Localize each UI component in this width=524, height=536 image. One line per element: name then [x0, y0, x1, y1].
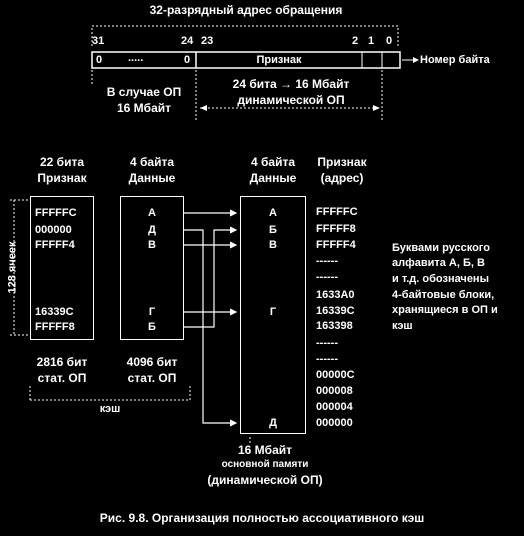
cache-tag-header-1: 22 бита	[39, 155, 85, 169]
memory-data-cell: А	[269, 207, 277, 219]
cache-caption: кэш	[99, 403, 121, 415]
cache-tag: 16339C	[35, 306, 74, 318]
cache-data-cell: Б	[148, 321, 156, 333]
note-line: Буквами русского	[392, 242, 490, 254]
field-dots: .....	[128, 52, 144, 64]
memory-data-cell: Д	[269, 417, 277, 429]
cache-tag-column	[30, 196, 94, 340]
memory-address: FFFFFC	[316, 206, 358, 218]
cache-data-cell: А	[148, 207, 156, 219]
memory-footer-3: (динамической ОП)	[207, 473, 323, 487]
memory-addr-header-2: (адрес)	[320, 171, 364, 185]
memory-footer-2: основной памяти	[221, 459, 309, 470]
figure-caption: Рис. 9.8. Организация полностью ассоциативного кэш	[99, 511, 425, 525]
bit-24: 24	[181, 35, 194, 47]
memory-data-cell: Г	[269, 306, 277, 318]
cache-tag-footer-2: стат. ОП	[37, 371, 87, 385]
cache-data-cell: Д	[148, 224, 156, 236]
field-zero-left: 0	[96, 54, 103, 66]
note-line: 4-байтовые блоки,	[392, 289, 495, 301]
cache-data-column	[120, 196, 184, 340]
bits24-line1: 24 бита → 16 Мбайт	[232, 77, 350, 91]
memory-address: ------	[316, 271, 338, 283]
case-line1: В случае ОП	[106, 85, 182, 99]
memory-address: ------	[316, 353, 338, 365]
field-tag-label: Признак	[256, 54, 302, 66]
cache-data-cell: Г	[148, 306, 156, 318]
cache-tag-header-2: Признак	[37, 171, 87, 185]
note-line: хранящиеся в ОП и	[392, 304, 498, 316]
bit-2: 2	[352, 35, 359, 47]
memory-address: ------	[316, 255, 338, 267]
address-title: 32-разрядный адрес обращения	[149, 3, 343, 17]
bit-31: 31	[92, 35, 105, 47]
cache-data-footer-1: 4096 бит	[126, 355, 178, 369]
memory-address: FFFFF4	[316, 239, 356, 251]
memory-data-cell: В	[269, 239, 277, 251]
memory-address: ------	[316, 337, 338, 349]
memory-footer-1: 16 Мбайт	[237, 443, 293, 457]
bit-1: 1	[368, 35, 375, 47]
cache-tag: 000000	[35, 224, 72, 236]
cache-tag: FFFFF8	[35, 321, 75, 333]
memory-address: 000000	[316, 417, 353, 429]
memory-address: 000004	[316, 401, 353, 413]
cache-tag: FFFFFC	[35, 207, 77, 219]
note-line: алфавита А, Б, В	[392, 257, 485, 269]
memory-address: 16339C	[316, 305, 355, 317]
cache-data-footer-2: стат. ОП	[127, 371, 177, 385]
field-zero-right: 0	[184, 54, 191, 66]
memory-addr-header-1: Признак	[317, 155, 367, 169]
cache-data-cell: В	[148, 239, 156, 251]
memory-address: FFFFF8	[316, 223, 356, 235]
note-line: кэш	[392, 320, 413, 332]
memory-data-column	[240, 196, 306, 434]
note-line: и т.д. обозначены	[392, 273, 489, 285]
byte-number-label: Номер байта	[420, 54, 490, 66]
case-line2: 16 Мбайт	[116, 101, 172, 115]
memory-address: 000008	[316, 385, 353, 397]
memory-address: 163398	[316, 320, 353, 332]
memory-data-cell: Б	[269, 224, 277, 236]
cache-tag: FFFFF4	[35, 239, 75, 251]
memory-address: 00000C	[316, 369, 355, 381]
bit-0: 0	[386, 35, 393, 47]
cache-rows-label: 128 ячеек	[6, 241, 19, 294]
cache-tag-footer-1: 2816 бит	[36, 355, 88, 369]
cache-data-header-1: 4 байта	[129, 155, 175, 169]
bits24-line2: динамической ОП	[237, 93, 345, 107]
memory-data-header-2: Данные	[249, 171, 297, 185]
cache-data-header-2: Данные	[128, 171, 176, 185]
bit-23: 23	[201, 35, 214, 47]
memory-address: 1633A0	[316, 289, 355, 301]
memory-data-header-1: 4 байта	[250, 155, 296, 169]
